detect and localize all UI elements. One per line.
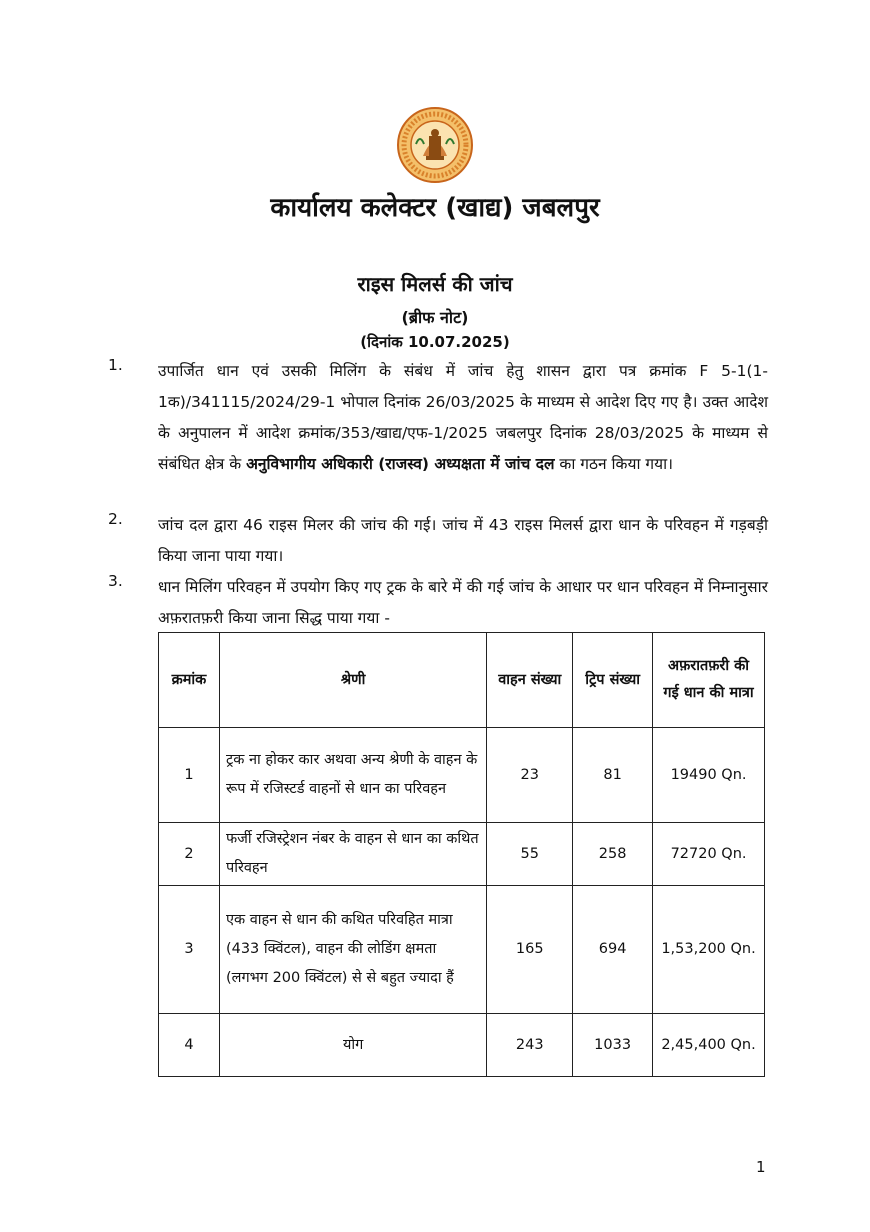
table-row (159, 886, 765, 1014)
theft-summary-table (158, 632, 765, 1077)
paragraph-text: जांच दल द्वारा 46 राइस मिलर की जांच की गई। जांच में 43 राइस मिलर्स द्वारा धान के परिवहन में गड़बड़ी किया जाना पाया गया। (158, 516, 768, 565)
table-total-row (159, 1014, 765, 1077)
cell-quantity: 1,53,200 Qn. (653, 886, 765, 1014)
document-date: (दिनांक 10.07.2025) (360, 333, 510, 351)
cell-category: फर्जी रजिस्ट्रेशन नंबर के वाहन से धान का कथित परिवहन (219, 823, 486, 886)
cell-vehicle-count: 243 (487, 1014, 573, 1077)
document-subtitle: (ब्रीफ नोट) (401, 308, 469, 327)
table-row (159, 823, 765, 886)
header-quantity: अफ़रातफ़री की गई धान की मात्रा (653, 633, 765, 728)
cell-serial: 1 (159, 728, 220, 823)
document-title: राइस मिलर्स की जांच (357, 272, 513, 296)
table-row (159, 728, 765, 823)
cell-serial: 3 (159, 886, 220, 1014)
cell-trip-count: 258 (573, 823, 653, 886)
paragraph-number: 1. (108, 356, 123, 374)
paragraph-bold-text: अनुविभागीय अधिकारी (राजस्व) अध्यक्षता में जांच दल (246, 455, 555, 473)
header-serial: क्रमांक (159, 633, 220, 728)
paragraph-text-part: का गठन किया गया। (554, 455, 673, 473)
paragraph-text (158, 356, 768, 480)
paragraph-text-part: उपार्जित धान एवं उसकी मिलिंग के संबंध में जांच हेतु शासन द्वारा पत्र क्रमांक F 5-1(1-1क)/341115/2024/29-1 भोपाल दिनांक 26/03/2025 के माध्यम से आदेश दिए गए है। उक्त आदेश के अनुपालन में आदेश क्रमांक/353/खाद्य/एफ-1/2025 जबलपुर दिनांक 28/03/2025 के माध्यम से संबंधित क्षेत्र के (158, 362, 768, 473)
cell-trip-count: 81 (573, 728, 653, 823)
paragraph-number: 3. (108, 572, 123, 590)
cell-vehicle-count: 55 (487, 823, 573, 886)
cell-trip-count: 694 (573, 886, 653, 1014)
header-vehicle-count: वाहन संख्या (487, 633, 573, 728)
office-title: कार्यालय कलेक्टर (खाद्य) जबलपुर (270, 193, 600, 223)
cell-trip-count: 1033 (573, 1014, 653, 1077)
page-number: 1 (756, 1158, 766, 1176)
cell-category: ट्रक ना होकर कार अथवा अन्य श्रेणी के वाहन के रूप में रजिस्टर्ड वाहनों से धान का परिवहन (219, 728, 486, 823)
cell-category: योग (219, 1014, 486, 1077)
header-category: श्रेणी (219, 633, 486, 728)
cell-vehicle-count: 165 (487, 886, 573, 1014)
paragraph-number: 2. (108, 510, 123, 528)
cell-quantity: 72720 Qn. (653, 823, 765, 886)
cell-serial: 4 (159, 1014, 220, 1077)
cell-serial: 2 (159, 823, 220, 886)
table-header-row (159, 633, 765, 728)
state-emblem-icon (396, 104, 474, 186)
header-trip-count: ट्रिप संख्या (573, 633, 653, 728)
cell-quantity: 19490 Qn. (653, 728, 765, 823)
cell-category: एक वाहन से धान की कथित परिवहित मात्रा (433 क्विंटल), वाहन की लोडिंग क्षमता (लगभग 200 क्विंटल) से से बहुत ज्यादा हैं (219, 886, 486, 1014)
cell-quantity: 2,45,400 Qn. (653, 1014, 765, 1077)
paragraph-text: धान मिलिंग परिवहन में उपयोग किए गए ट्रक के बारे में की गई जांच के आधार पर धान परिवहन में निम्नानुसार अफ़रातफ़री किया जाना सिद्ध पाया गया - (158, 578, 768, 627)
cell-vehicle-count: 23 (487, 728, 573, 823)
